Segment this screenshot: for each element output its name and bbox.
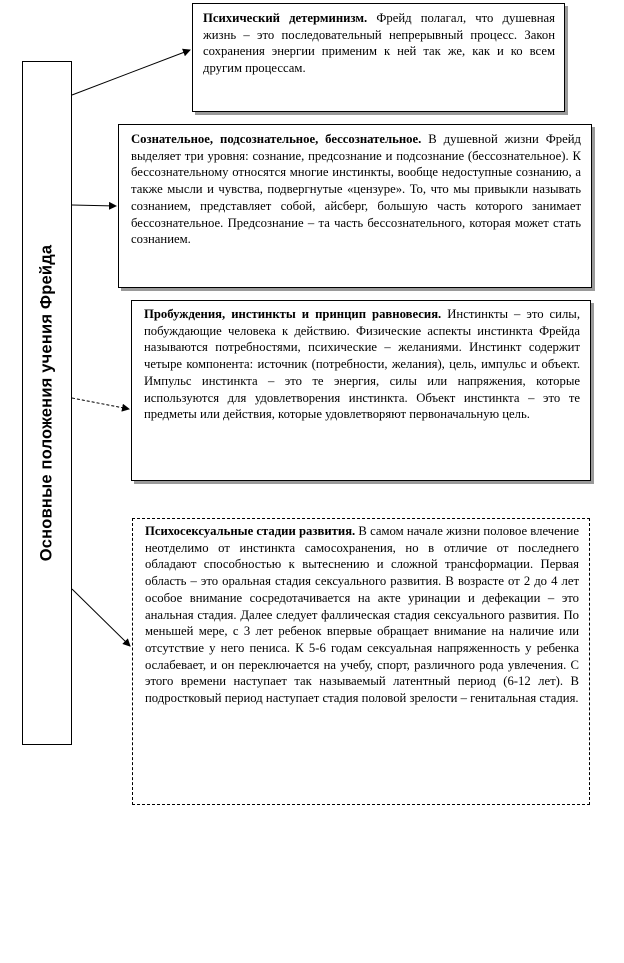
determinism-paragraph [203,10,555,77]
consciousness-text: В душевной жизни Фрейд выделяет три уровня: сознание, предсознание и подсознание (бессознательное). К бессознательному относятся многие инстинкты, вообще недоступные сознанию, а также мысли и чувства, подвергнутые «цензуре». То, что мы привыкли называть сознанием, представляет собой, айсберг, большую часть которого занимает бессознательное. Предсознание – та часть бессознательного, которая может стать сознанием. [131,132,581,247]
determinism-box [192,3,565,112]
instincts-text: Инстинкты – это силы, побуждающие человека к действию. Физические аспекты инстинкта Фрейда называются потребностями, психические – желаниями. Инстинкт содержит четыре компонента: источник (потребности, желания), цель, импульс и объект. Импульс инстинкта – это те энергия, силы или напряжения, которые используются для удовлетворения инстинкта. Объект инстинкта – это те предметы или действия, которые удовлетворяют первоначальную цель. [144,307,580,422]
consciousness-paragraph [131,131,581,248]
determinism-text: Фрейд полагал, что душевная жизнь – это последовательный непрерывный процесс. Закон сохранения энергии применим к ней так же, как и ко всем другим процессам. [203,11,555,76]
stages-paragraph [145,523,579,707]
main-topic-box [22,61,72,745]
instincts-box [131,300,591,481]
arrow-to-consciousness [72,205,116,206]
stages-title: Психосексуальные стадии развития. [145,524,356,538]
main-topic-title: Основные положения учения Фрейда [37,244,56,562]
consciousness-levels-box [118,124,592,288]
psychosexual-stages-box [132,518,590,805]
determinism-title: Психический детерминизм. [203,11,368,25]
stages-text: В самом начале жизни половое влечение неотделимо от инстинкта самосохранения, но в отличие от последнего обладают способностью к вытеснению и сложной трансформации. Первая область – это оральная стадия сексуального развития. В возрасте от 2 до 4 лет особое внимание сосредотачивается на акте уринации и дефекации – это анальная стадия. Далее следует фаллическая стадия сексуального развития. По меньшей мере, с 3 лет ребенок впервые обращает внимание на наличие или отсутствие у него пениса. К 5-6 годам сексуальная напряженность у ребенка ослабевает, и он переключается на учебу, спорт, различного рода увлечения. С этого времени наступает так называемый латентный период (6-12 лет). В подростковый период наступает стадия половой зрелости – генитальная стадия. [145,524,579,706]
instincts-paragraph [144,306,580,423]
consciousness-title: Сознательное, подсознательное, бессознательное. [131,132,422,146]
instincts-title: Пробуждения, инстинкты и принцип равновесия. [144,307,442,321]
arrow-to-instincts [72,398,129,409]
arrow-to-determinism [72,50,190,95]
arrow-to-stages [72,589,130,646]
